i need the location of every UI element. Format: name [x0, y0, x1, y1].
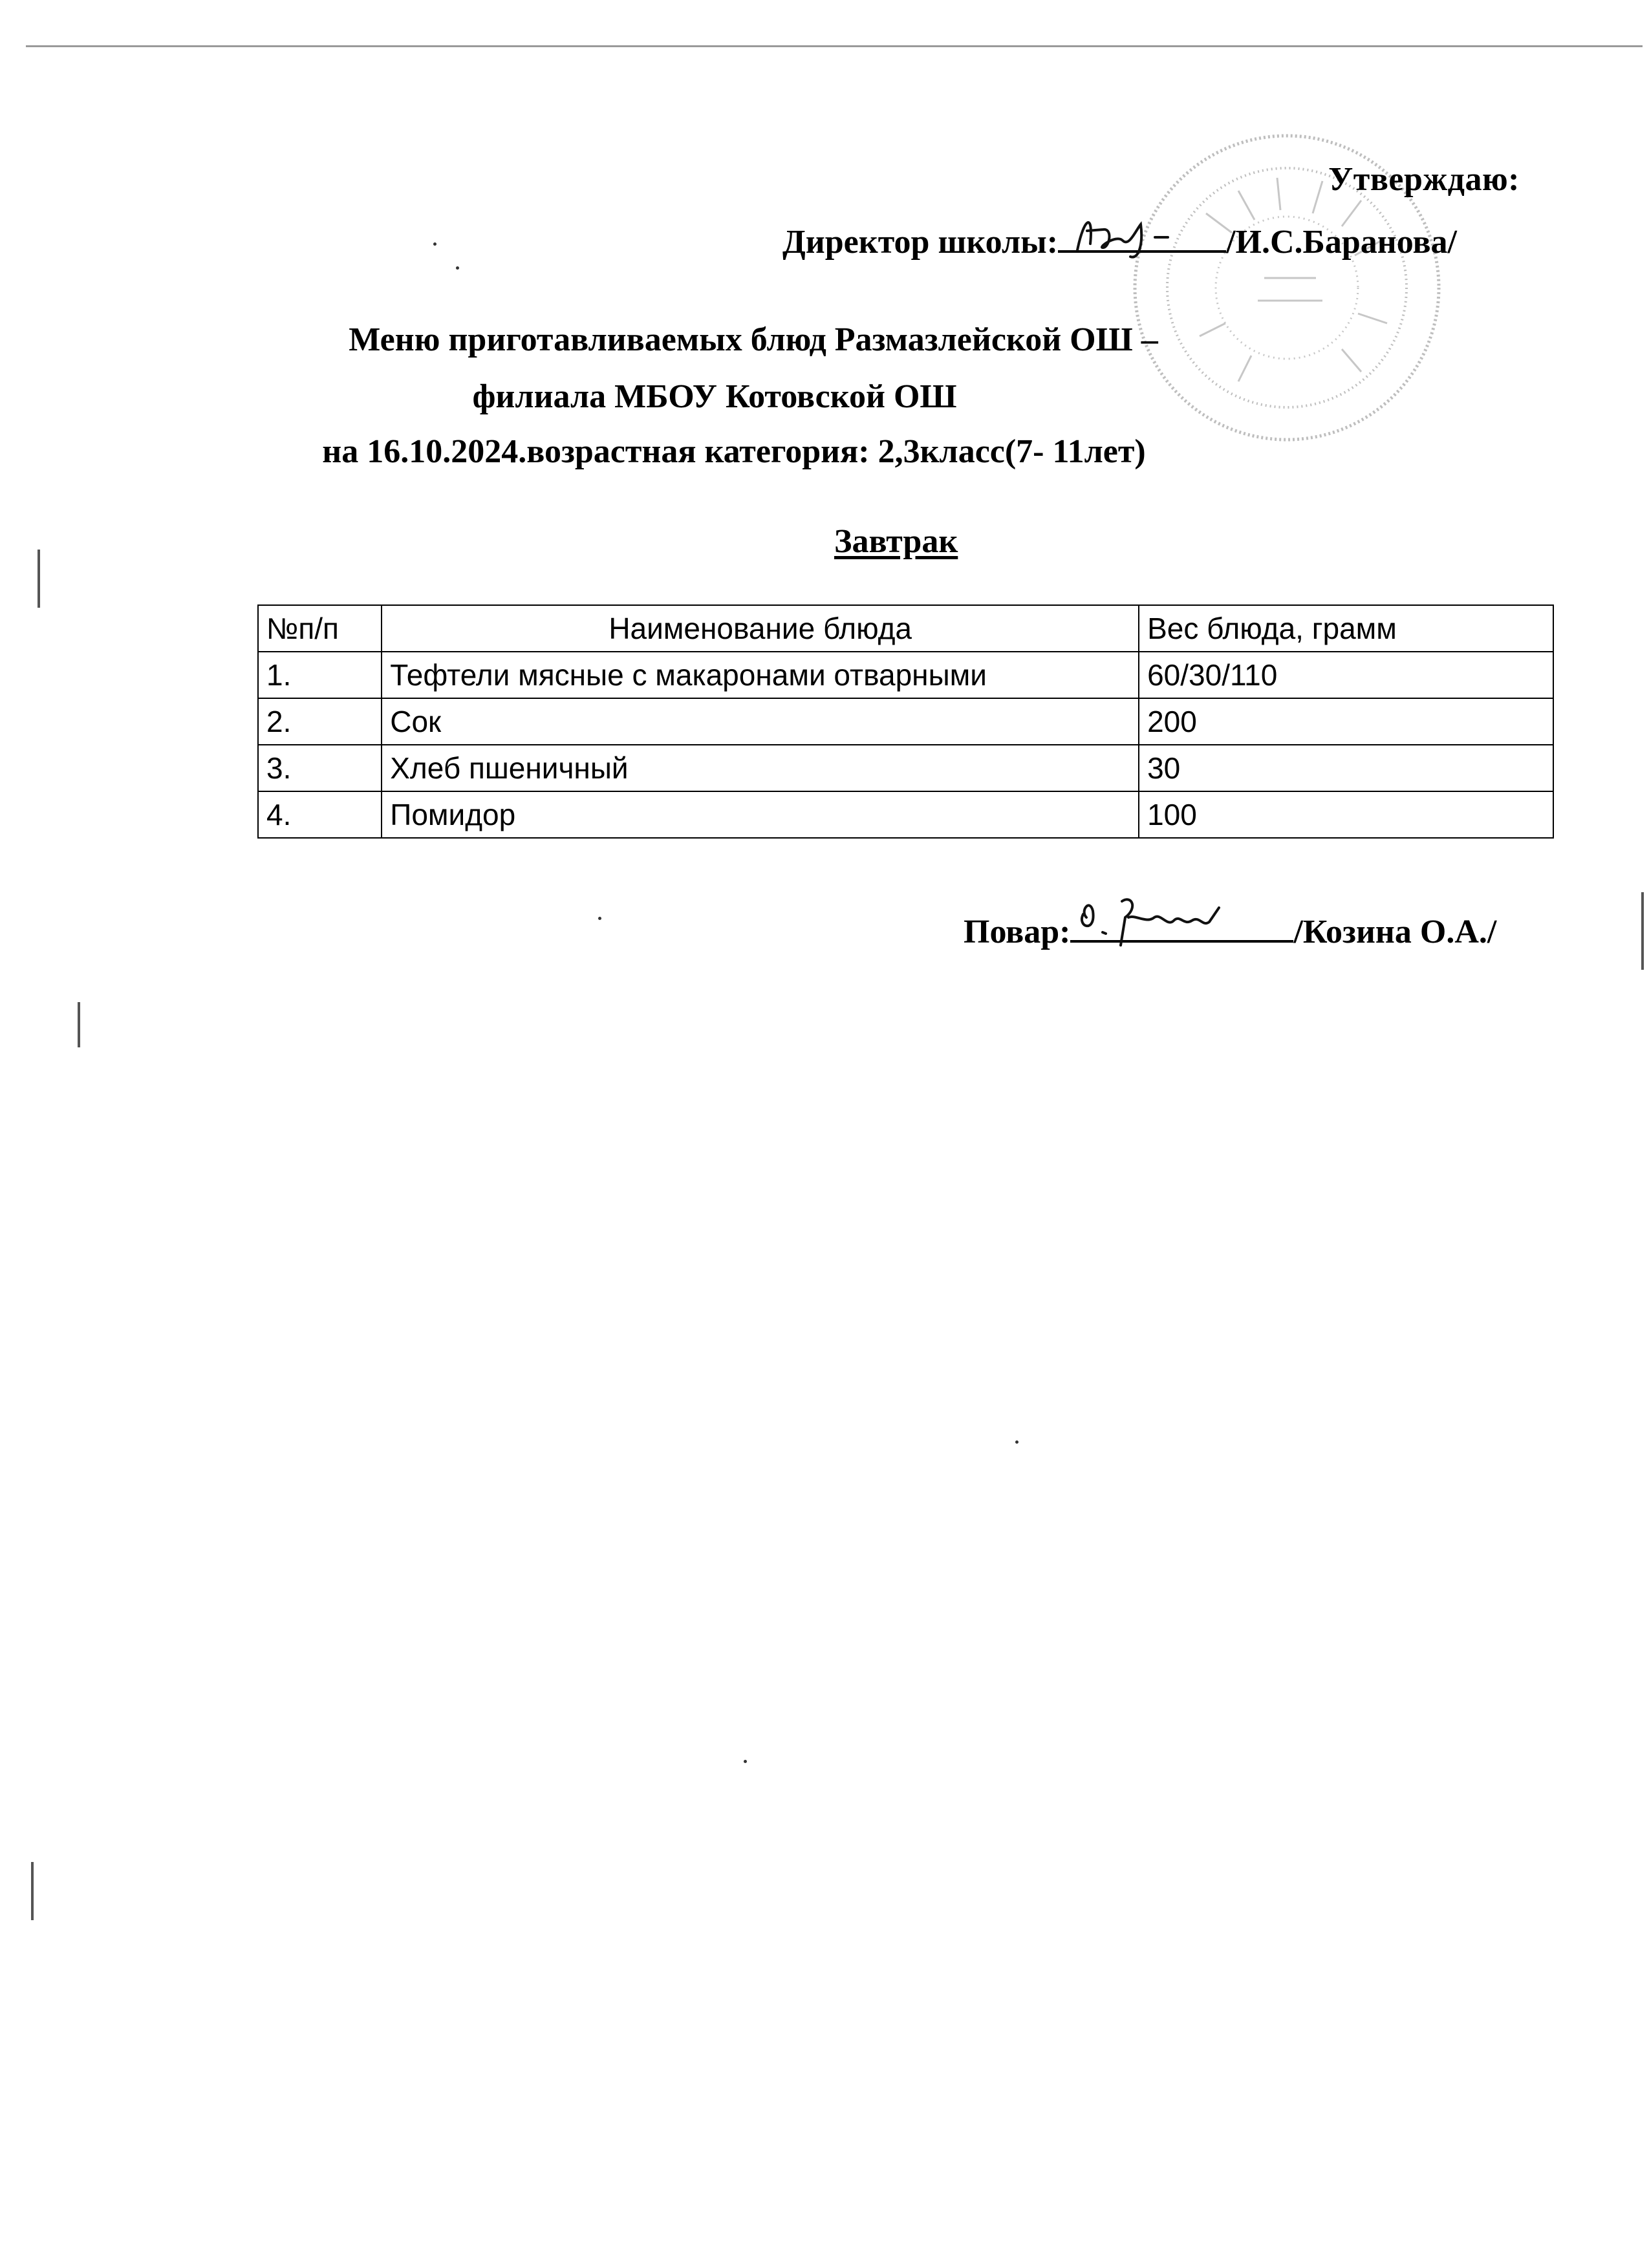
document-title-line-2: филиала МБОУ Котовской ОШ [472, 378, 957, 415]
document-title-line-3: на 16.10.2024.возрастная категория: 2,3класс(7- 11лет) [322, 433, 1146, 470]
meal-section-heading: Завтрак [834, 523, 958, 560]
row-number: 4. [258, 791, 382, 838]
document-title-line-1: Меню приготавливаемых блюд Размазлейской ОШ – [349, 321, 1158, 358]
cook-name: /Козина О.А./ [1293, 914, 1497, 950]
scan-edge-line [26, 45, 1643, 47]
dish-weight: 100 [1139, 791, 1553, 838]
dish-name: Сок [382, 698, 1139, 745]
cook-signature-line [964, 913, 1496, 951]
director-handwritten-signature [1058, 205, 1213, 263]
column-header-weight: Вес блюда, грамм [1139, 605, 1553, 652]
row-number: 1. [258, 652, 382, 698]
column-header-dish-name: Наименование блюда [382, 605, 1139, 652]
dish-weight: 30 [1139, 745, 1553, 791]
scan-artifact [1641, 892, 1644, 970]
table-header-row [258, 605, 1553, 652]
director-name: /И.С.Баранова/ [1226, 224, 1458, 261]
table-row [258, 745, 1553, 791]
menu-table [257, 604, 1554, 839]
table-row [258, 698, 1553, 745]
scan-speck [598, 917, 601, 920]
table-row [258, 791, 1553, 838]
dish-weight: 200 [1139, 698, 1553, 745]
dish-name: Хлеб пшеничный [382, 745, 1139, 791]
approval-heading: Утверждаю: [1328, 161, 1520, 198]
director-signature-blank [1058, 224, 1226, 253]
scan-speck [433, 242, 436, 246]
director-signature-line [782, 223, 1457, 261]
cook-signature-blank [1070, 914, 1293, 943]
scan-speck [744, 1760, 747, 1763]
scan-speck [1015, 1440, 1018, 1444]
table-row [258, 652, 1553, 698]
scan-speck [456, 266, 459, 270]
column-header-number: №п/п [258, 605, 382, 652]
scan-artifact [31, 1862, 34, 1920]
dish-name: Тефтели мясные с макаронами отварными [382, 652, 1139, 698]
cook-handwritten-signature [1070, 888, 1284, 953]
scan-artifact [38, 550, 40, 608]
row-number: 3. [258, 745, 382, 791]
row-number: 2. [258, 698, 382, 745]
scan-artifact [78, 1002, 80, 1047]
dish-weight: 60/30/110 [1139, 652, 1553, 698]
director-label: Директор школы: [782, 224, 1059, 261]
cook-label: Повар: [964, 914, 1071, 950]
dish-name: Помидор [382, 791, 1139, 838]
